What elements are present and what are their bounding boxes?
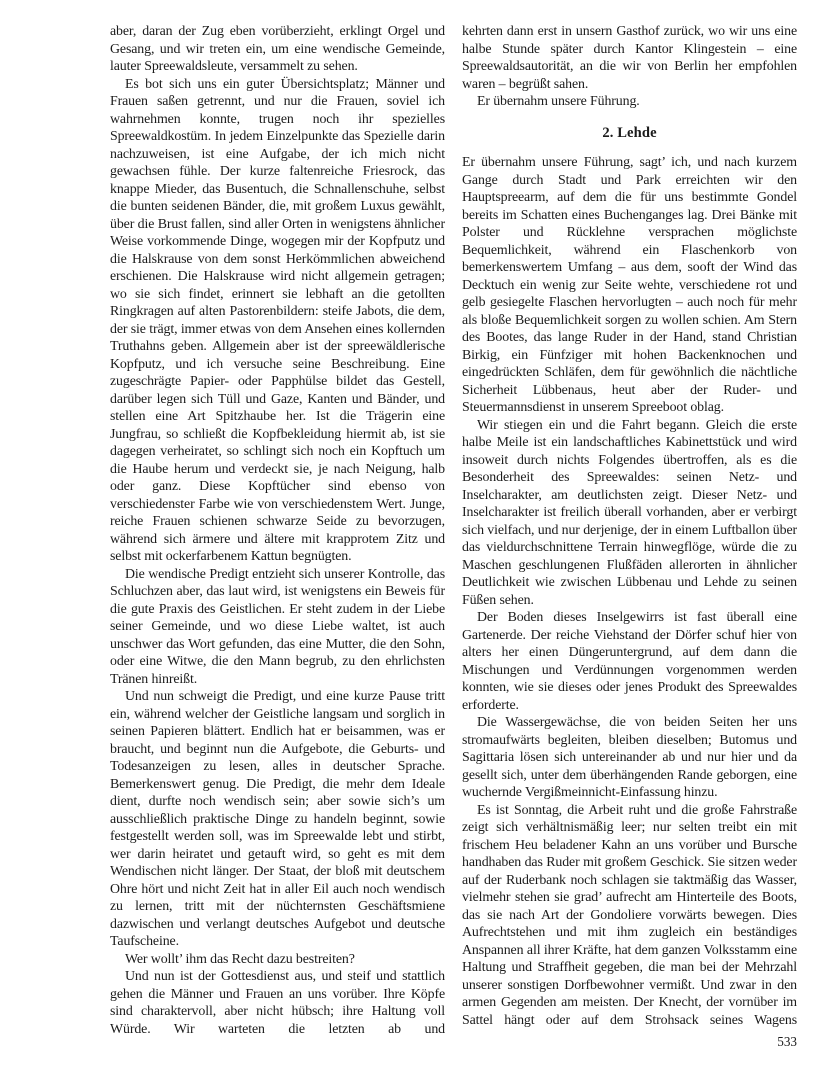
paragraph: kehrten dann erst in unsern Gasthof zurück, wo wir uns eine halbe Stunde später durch Kantor Klingestein – eine Spreewaldsautorität, an die wir von Berlin her empfohlen waren – begrüßt sahen.	[462, 24, 797, 92]
paragraph: Und nun ist der Gottesdienst aus, und steif und stattlich gehen die Männer und Frauen an uns vorüber. Ihre Köpfe sind charaktervoll, aber nicht hübsch; ihre Haltung voll Würde. Wir warteten die letzten ab und	[110, 969, 445, 1037]
paragraph: Wer wollt’ ihm das Recht dazu bestreiten?	[125, 951, 355, 967]
paragraph: Wir stiegen ein und die Fahrt begann. Gleich die erste halbe Meile ist ein landschaftliches Kabinettstück und wird insoweit durch nichts Folgendes übertroffen, als es die Besonderheit des Spreewaldes: seinen Netz- und Inselcharakter, am deutlichsten zeigt. Dieser Netz- und Inselcharakter ist freilich überall vorhanden, aber er verbirgt sich vielfach, und nur derjenige, der in einem Luftballon über das vieldurchschnittene Terrain hinwegflöge, würde die zu Maschen geschlungenen Flußfäden allerorten in ähnlicher Deutlichkeit wie zwischen Lübbenau und Lehde zu seinen Füßen sehen.	[462, 417, 797, 608]
section-heading: 2. Lehde	[602, 124, 657, 141]
left-column	[110, 23, 445, 1043]
paragraph: Die wendische Predigt entzieht sich unserer Kontrolle, das Schluchzen aber, das laut wird, ist wenigstens ein Beweis für die gute Praxis des Geistlichen. Er steht zudem in der Liebe seiner Gemeinde, und wo diese Liebe waltet, ist auch unschwer das Wort gefunden, das eine Mutter, die den Sohn, oder eine Witwe, die den Mann begrub, zu den ehrlichsten Tränen hinreißt.	[110, 566, 445, 687]
paragraph: Es ist Sonntag, die Arbeit ruht und die große Fahrstraße zeigt sich verhältnismäßig leer; nur selten treibt ein mit frischem Heu beladener Kahn an uns vorüber und Bursche handhaben das Ruder mit großem Geschick. Sie sitzen weder auf der Ruderbank noch schlagen sie taktmäßig das Wasser, vielmehr stehen sie grad’ aufrecht am Hinterteile des Boots, das sie nach Art der Gondoliere vorwärts bewegen. Dies Aufrechtstehen und mit ihm zugleich ein beständiges Anspannen all ihrer Kräfte, hat dem ganzen Volksstamm eine Haltung und Straffheit gegeben, die man bei der Mehrzahl unserer sonstigen Dorfbewohner vermißt. Und zwar in den armen Gegenden am meisten. Der Knecht, der vornüber im Sattel hängt oder auf dem Strohsack seines Wagens	[462, 802, 797, 1028]
paragraph: Er übernahm unsere Führung, sagt’ ich, und nach kurzem Gange durch Stadt und Park erreichten wir den Hauptspreearm, auf dem die für uns bestimmte Gondel bereits im Schatten eines Buchenganges lag. Drei Bänke mit Polster und Rücklehne versprachen möglichste Bequemlichkeit, während ein Flaschenkorb von bemerkenswertem Umfang – aus dem, sooft der Wind das Decktuch ein wenig zur Seite wehte, verschiedene rot und gelb gesiegelte Flaschen hervorlugten – auch noch für mehr als bloße Bequemlichkeit sorgen zu wollen schien. Am Stern des Bootes, das lange Ruder in der Hand, stand Christian Birkig, ein Fünfziger mit hohen Backenknochen und eingedrückten Schläfen, dem für gewöhnlich die nächtliche Sicherheit Lübbenaus, heut aber der Ruder- und Steuermannsdienst in unserem Spreeboot oblag.	[462, 155, 797, 415]
page-number: 533	[777, 1034, 797, 1049]
paragraph: Es bot sich uns ein guter Übersichtsplatz; Männer und Frauen saßen getrennt, und nur die Frauen, soviel ich wahrnehmen konnte, trugen noch ihr spezielles Spreewaldkostüm. In jedem Einzelpunkte das Spezielle darin nachzuweisen, ist eine Aufgabe, der ich mich nicht gewachsen fühle. Der kurze faltenreiche Friesrock, das knappe Mieder, das Busentuch, die Schnallenschuhe, selbst die bunten seidenen Bänder, die, mit großem Luxus gewählt, über die Brust fallen, sind aller Orten in wenigstens ähnlicher Weise vorkommende Dinge, wogegen mir der Kopfputz und die Halskrause von dem sonst Herkömmlichen abweichend erschienen. Die Halskrause wird nicht allgemein getragen; wo sie sich findet, erinnert sie lebhaft an die getollten Ringkragen auf alten Pastorenbildern: steife Jabots, die dem, der sie trägt, immer etwas von dem Ansehen eines kollernden Truthahns geben. Allgemein aber ist der spreewäldlerische Kopfputz, und ich versuche seine Beschreibung. Eine zugeschrägte Papier- oder Papphülse bildet das Gestell, darüber legen sich Tüll und Gaze, Kanten und Bänder, und stellen eine Art Spitzhaube her. Ist die Trägerin eine Jungfrau, so schließt die Kopfbekleidung hiermit ab, ist sie dagegen verheiratet, so schlingt sich noch ein Kopftuch um die Haube herum und verdeckt sie, je nach Neigung, halb oder ganz. Diese Kopftücher sind ebenso von verschiedenster Farbe wie von verschiedenstem Wert. Junge, reiche Frauen schienen schwarze Seide zu bevorzugen, während sich ärmere und ältere mit krapprotem Zitz und selbst mit ockerfarbenem Kattun begnügten.	[110, 76, 445, 564]
paragraph: Er übernahm unsere Führung.	[477, 94, 640, 109]
paragraph: Die Wassergewächse, die von beiden Seiten her uns stromaufwärts begleiten, bleiben dieselben; Butomus und Sagittaria lösen sich untereinander ab und nur hier und da gesellt sich, unter dem überhängenden Rande geborgen, eine wuchernde Vergißmeinnicht-Einfassung hinzu.	[462, 715, 797, 800]
text-columns	[110, 23, 797, 1043]
paragraph: aber, daran der Zug eben vorüberzieht, erklingt Orgel und Gesang, und wir treten ein, um eine wendische Gemeinde, lauter Spreewaldsleute, versammelt zu sehen.	[110, 24, 445, 74]
right-column	[462, 23, 797, 1043]
paragraph: Der Boden dieses Inselgewirrs ist fast überall eine Gartenerde. Der reiche Viehstand der Dörfer schuf hier von alters her einen Düngeruntergrund, auf dem dann die Mischungen und Verdünnungen vorgenommen werden konnten, wie sie dieses oder jenes Produkt des Spreewaldes erforderte.	[462, 610, 797, 713]
paragraph: Und nun schweigt die Predigt, und eine kurze Pause tritt ein, während welcher der Geistliche langsam und sorglich in seinen Papieren blättert. Endlich hat er beisammen, was er braucht, und beginnt nun die Aufgebote, die Geburts- und Todesanzeigen zu lesen, alles in deutscher Sprache. Bemerkenswert genug. Die Predigt, die mehr dem Ideale dient, durfte noch wendisch sein; aber sowie sich’s um ausschließlich praktische Dinge zu handeln beginnt, sowie festgestellt werden soll, was im Spreewalde lebt und stirbt, wer darin heiratet und getauft wird, so geht es mit dem Wendischen nicht länger. Der Staat, der bloß mit deutschem Ohre hört und nicht Zeit hat in aller Eil auch noch wendisch zu lernen, tritt mit der nüchternsten Geschäftsmiene dazwischen und verlangt deutsches Aufgebot und deutsche Taufscheine.	[110, 689, 445, 949]
